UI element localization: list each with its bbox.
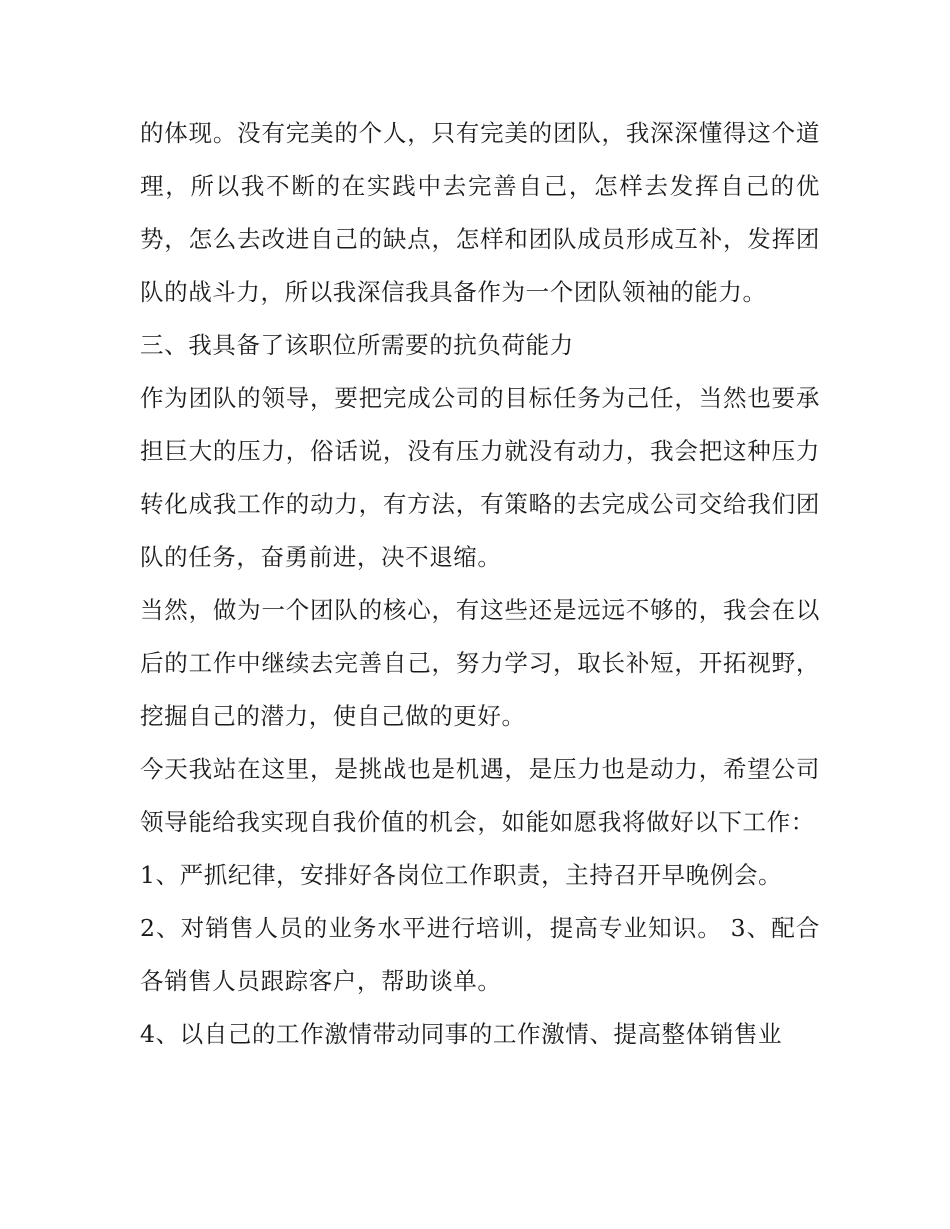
section-heading-pressure: 三、我具备了该职位所需要的抗负荷能力 [140,331,574,359]
paragraph-self-improvement: 当然，做为一个团队的核心，有这些还是远远不够的，我会在以后的工作中继续去完善自己，努力学习，取长补短，开拓视野，挖掘自己的潜力，使自己做的更好。 [140,596,820,730]
paragraph-team-leadership: 的体现。没有完美的个人，只有完美的团队，我深深懂得这个道理，所以我不断的在实践中去完善自己，怎样去发挥自己的优势，怎么去改进自己的缺点，怎样和团队成员形成互补，发挥团队的战斗力，所以我深信我具备作为一个团队领袖的能力。 [140,119,820,306]
list-item-2-3: 2、对销售人员的业务水平进行培训，提高专业知识。 3、配合各销售人员跟踪客户，帮助谈单。 [140,914,820,995]
document-body [140,107,820,1061]
paragraph-pressure: 作为团队的领导，要把完成公司的目标任务为己任，当然也要承担巨大的压力，俗话说，没有压力就没有动力，我会把这种压力转化成我工作的动力，有方法，有策略的去完成公司交给我们团队的任务，奋勇前进，决不退缩。 [140,384,820,571]
list-item-1: 1、严抓纪律，安排好各岗位工作职责，主持召开早晚例会。 [140,861,783,889]
paragraph-opportunity: 今天我站在这里，是挑战也是机遇，是压力也是动力，希望公司领导能给我实现自我价值的机会，如能如愿我将做好以下工作： [140,755,820,836]
list-item-4: 4、以自己的工作激情带动同事的工作激情、提高整体销售业 [140,1020,783,1048]
